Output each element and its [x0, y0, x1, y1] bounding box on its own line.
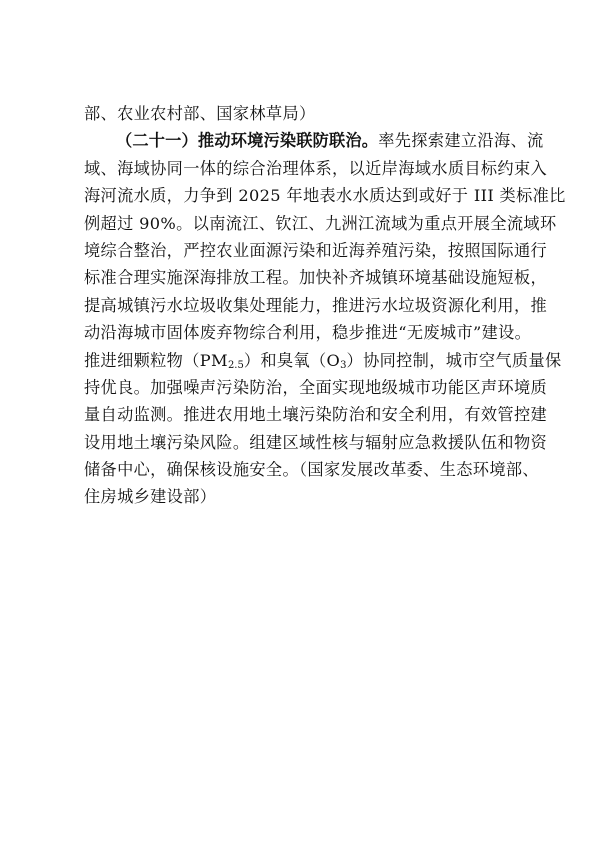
text-line: 住房城乡建设部） [84, 487, 217, 507]
text-line: 部、农业农村部、国家林草局） [84, 104, 316, 123]
section-heading: （二十一）推动环境污染联防联治。 [116, 131, 379, 151]
text-line: 海河流水质，力争到 2025 年地表水水质达到或好于 III 类标准比 [84, 186, 566, 206]
text-line-segment: ）协同控制，城市空气质量保 [346, 350, 562, 370]
text-line: 设用地土壤污染风险。组建区域性核与辐射应急救援队伍和物资 [84, 432, 548, 452]
subscript: 3 [340, 359, 347, 371]
text-line: 域、海域协同一体的综合治理体系，以近岸海域水质目标约束入 [84, 158, 548, 178]
paragraph-start-line [84, 127, 544, 154]
text-line-segment: 推进细颗粒物（PM [84, 350, 228, 370]
text-line: 标准合理实施深海排放工程。加快补齐城镇环境基础设施短板， [84, 268, 548, 288]
text-line: 持优良。加强噪声污染防治，全面实现地级城市功能区声环境质 [84, 377, 548, 397]
text-line-segment: ）和臭氧（O [243, 350, 341, 370]
text-line: 境综合整治，严控农业面源污染和近海养殖污染，按照国际通行 [84, 240, 548, 260]
body-text [84, 100, 566, 511]
text-line: 动沿海城市固体废弃物综合利用，稳步推进“无废城市”建设。 [84, 323, 532, 343]
subscript: 2.5 [227, 359, 244, 371]
text-line: 提高城镇污水垃圾收集处理能力，推进污水垃圾资源化利用，推 [84, 295, 548, 315]
text-line [84, 347, 562, 374]
text-line: 储备中心，确保核设施安全。（国家发展改革委、生态环境部、 [84, 460, 539, 480]
text-line: 量自动监测。推进农用地土壤污染防治和安全利用，有效管控建 [84, 405, 548, 425]
text-line: 例超过 90%。以南流江、钦江、九洲江流域为重点开展全流域环 [84, 213, 557, 233]
text-line-segment: 率先探索建立沿海、流 [378, 131, 544, 151]
